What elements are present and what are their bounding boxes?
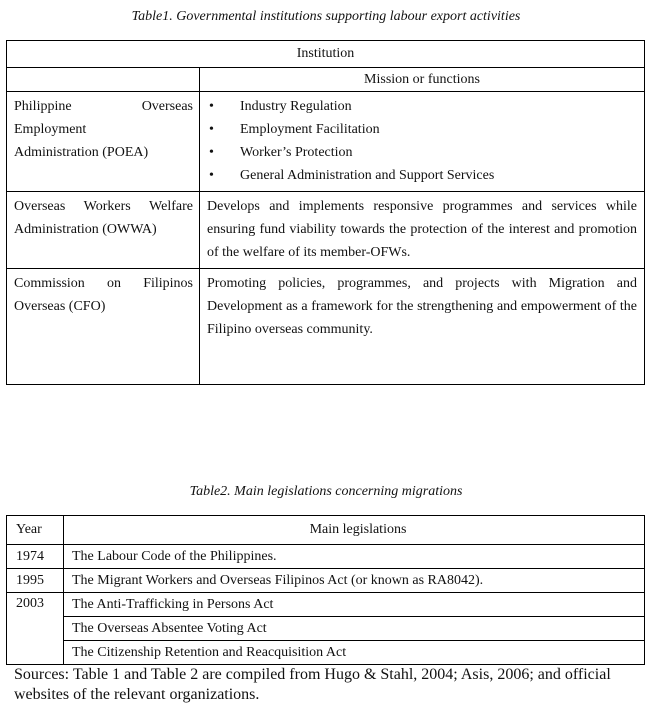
bullet-icon: • (209, 122, 214, 137)
institution-poea-line2: Employment (14, 122, 87, 137)
bullet-icon: • (209, 168, 214, 183)
mission-poea (200, 92, 645, 192)
table2-caption: Table2. Main legislations concerning migrations (189, 484, 463, 499)
header-mission: Mission or functions (200, 68, 645, 92)
year-cell: 1974 (7, 545, 64, 569)
legislation-cell: The Migrant Workers and Overseas Filipinos Act (or known as RA8042). (64, 569, 645, 593)
list-item (208, 95, 637, 118)
bullet-icon: • (209, 99, 214, 114)
mission-owwa: Develops and implements responsive programmes and services while ensuring fund viability towards the protection of the interest and promotion of the welfare of its member-OFWs. (200, 192, 645, 269)
table-row (7, 92, 645, 192)
function-text: Industry Regulation (240, 99, 352, 114)
function-text: Worker’s Protection (240, 145, 353, 160)
institution-poea-line1-a: Philippine (14, 99, 72, 114)
table-row (7, 269, 645, 385)
legislation-cell: The Labour Code of the Philippines. (64, 545, 645, 569)
year-cell: 1995 (7, 569, 64, 593)
table1-caption: Table1. Governmental institutions supporting labour export activities (131, 9, 521, 24)
table-row (7, 641, 645, 665)
function-text: General Administration and Support Services (240, 168, 495, 183)
function-text: Employment Facilitation (240, 122, 380, 137)
header-year: Year (7, 516, 64, 545)
legislation-cell: The Citizenship Retention and Reacquisition Act (64, 641, 645, 665)
sources-note: Sources: Table 1 and Table 2 are compiled from Hugo & Stahl, 2004; Asis, 2006; and official websites of the relevant organizations. (14, 666, 611, 703)
table-row (7, 593, 645, 617)
institution-poea-line3: Administration (POEA) (14, 145, 149, 160)
institution-cfo: Commission on Filipinos Overseas (CFO) (7, 269, 200, 385)
legislations-table (6, 515, 645, 665)
mission-cfo: Promoting policies, programmes, and projects with Migration and Development as a framework for the strengthening and empowerment of the Filipino overseas community. (200, 269, 645, 385)
year-cell: 2003 (7, 593, 64, 665)
function-list (208, 95, 637, 187)
table-row (7, 617, 645, 641)
table-row (7, 545, 645, 569)
institutions-table (6, 40, 645, 385)
list-item (208, 118, 637, 141)
list-item (208, 141, 637, 164)
header-institution: Institution (7, 41, 645, 68)
header-blank-cell (7, 68, 200, 92)
list-item (208, 164, 637, 187)
institution-poea-line1-b: Overseas (141, 99, 193, 114)
bullet-icon: • (209, 145, 214, 160)
header-legislations: Main legislations (64, 516, 645, 545)
legislation-cell: The Overseas Absentee Voting Act (64, 617, 645, 641)
institution-poea (7, 92, 200, 192)
legislation-cell: The Anti-Trafficking in Persons Act (64, 593, 645, 617)
table-row (7, 192, 645, 269)
table-row (7, 569, 645, 593)
institution-owwa: Overseas Workers Welfare Administration (OWWA) (7, 192, 200, 269)
